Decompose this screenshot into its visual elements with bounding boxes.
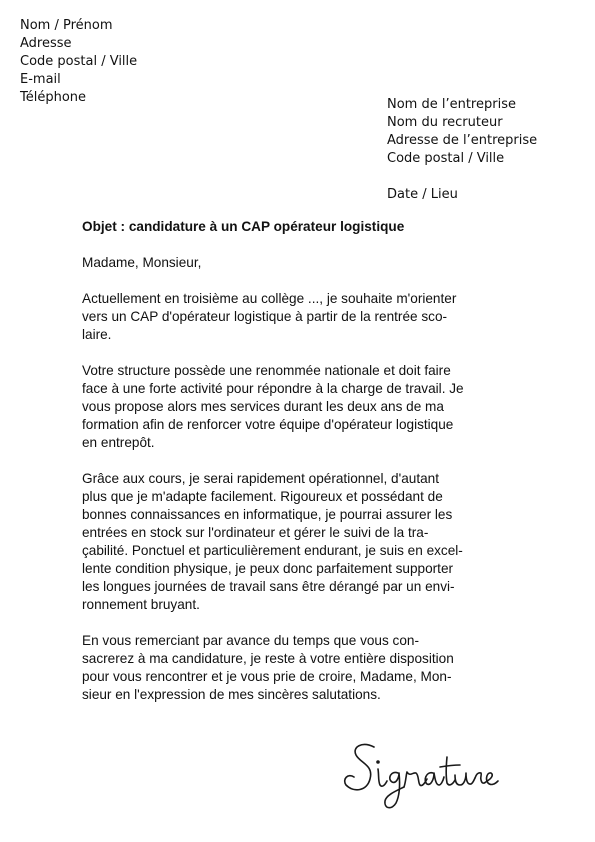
paragraph-line: Votre structure possède une renommée nationale et doit faire xyxy=(82,363,451,378)
paragraph-line: En vous remerciant par avance du temps que vous con- xyxy=(82,633,420,648)
paragraph-line: en entrepôt. xyxy=(82,435,155,450)
paragraph-line: ronnement bruyant. xyxy=(82,597,200,612)
paragraph-line: çabilité. Ponctuel et particulièrement endurant, je suis en excel- xyxy=(82,543,463,558)
paragraph-line: formation afin de renforcer votre équipe d'opérateur logistique xyxy=(82,417,454,432)
sender-address: Adresse xyxy=(20,36,72,51)
paragraph-line: pour vous rencontrer et je vous prie de croire, Madame, Mon- xyxy=(82,669,452,684)
paragraph-3 xyxy=(82,470,512,614)
sender-postal-city: Code postal / Ville xyxy=(20,54,138,69)
paragraph-line: les longues journées de travail sans être dérangé par un envi- xyxy=(82,579,455,594)
sender-name: Nom / Prénom xyxy=(20,18,113,33)
paragraph-line: sacrerez à ma candidature, je reste à votre entière disposition xyxy=(82,651,454,666)
paragraph-line: sieur en l'expression de mes sincères salutations. xyxy=(82,687,381,702)
letter-subject: Objet : candidature à un CAP opérateur logistique xyxy=(82,219,405,234)
recipient-recruiter: Nom du recruteur xyxy=(387,115,503,130)
paragraph-line: Grâce aux cours, je serai rapidement opérationnel, d'autant xyxy=(82,471,439,486)
sender-phone: Téléphone xyxy=(20,90,87,105)
paragraph-line: laire. xyxy=(82,327,112,342)
recipient-postal-city: Code postal / Ville xyxy=(387,151,505,166)
recipient-block xyxy=(387,96,537,204)
recipient-company: Nom de l’entreprise xyxy=(387,97,516,112)
paragraph-line: plus que je m'adapte facilement. Rigoureux et possédant de xyxy=(82,489,443,504)
paragraph-2 xyxy=(82,362,512,452)
paragraph-line: entrées en stock sur l'ordinateur et gérer le suivi de la tra- xyxy=(82,525,429,540)
paragraph-line: vous propose alors mes services durant les deux ans de ma xyxy=(82,399,444,414)
paragraph-4 xyxy=(82,632,512,704)
letter-salutation: Madame, Monsieur, xyxy=(82,255,202,270)
handwritten-signature-icon xyxy=(340,735,500,815)
letter-body xyxy=(82,218,512,704)
recipient-company-address: Adresse de l’entreprise xyxy=(387,133,538,148)
sender-block xyxy=(20,17,137,107)
paragraph-1 xyxy=(82,290,512,344)
paragraph-line: bonnes connaissances en informatique, je pourrai assurer les xyxy=(82,507,453,522)
sender-email: E-mail xyxy=(20,72,61,87)
paragraph-line: vers un CAP d'opérateur logistique à partir de la rentrée sco- xyxy=(82,309,448,324)
paragraph-line: lente condition physique, je peux donc parfaitement supporter xyxy=(82,561,454,576)
paragraph-line: Actuellement en troisième au collège ..., je souhaite m'orienter xyxy=(82,291,457,306)
date-place: Date / Lieu xyxy=(387,187,458,202)
paragraph-line: face à une forte activité pour répondre à la charge de travail. Je xyxy=(82,381,464,396)
